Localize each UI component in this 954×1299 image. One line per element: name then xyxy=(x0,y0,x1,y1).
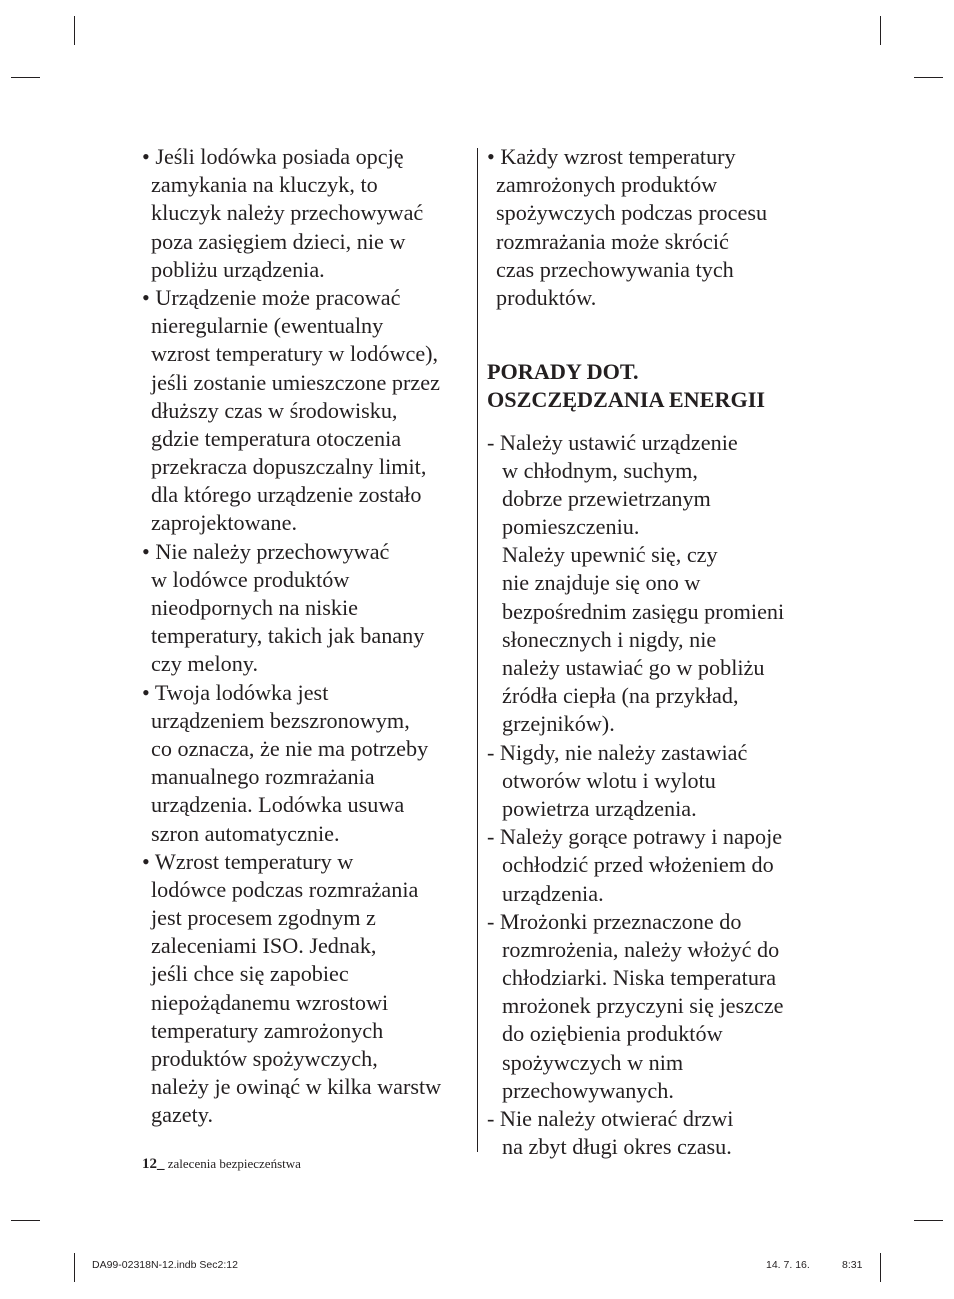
text-line: w chłodnym, suchym, xyxy=(502,457,698,483)
text-line: dłuższy czas w środowisku, xyxy=(151,397,398,423)
text-line: produktów spożywczych, xyxy=(151,1046,378,1071)
crop-mark xyxy=(74,1253,75,1282)
text-line: dla którego urządzenie zostało xyxy=(151,482,422,508)
text-line: • Twoja lodówka jest xyxy=(142,679,329,705)
text-line: nieregularnie (ewentualny xyxy=(151,313,384,339)
text-line: powietrza urządzenia. xyxy=(502,795,697,821)
text-line: czas przechowywania tych xyxy=(496,256,734,282)
slug-file: DA99-02318N-12.indb Sec2:12 xyxy=(92,1259,238,1271)
text-line: otworów wlotu i wylotu xyxy=(502,767,716,793)
text-line: • Wzrost temperatury w xyxy=(142,848,354,874)
text-line: urządzenia. Lodówka usuwa xyxy=(151,792,405,818)
page-number: 12_ xyxy=(142,1156,165,1172)
text-line: zaleceniami ISO. Jednak, xyxy=(151,933,377,959)
text-line: pobliżu urządzenia. xyxy=(151,256,325,282)
heading-line: OSZCZĘDZANIA ENERGII xyxy=(487,387,766,413)
text-line: • Nie należy przechowywać xyxy=(142,538,390,564)
text-line: zaprojektowane. xyxy=(151,510,297,536)
text-line: pomieszczeniu. xyxy=(502,514,640,540)
left-column xyxy=(142,143,472,1130)
text-line: słonecznych i nigdy, nie xyxy=(502,626,717,652)
text-line: bezpośrednim zasięgu promieni xyxy=(502,598,785,624)
text-line: rozmrożenia, należy włożyć do xyxy=(502,936,780,962)
text-line: - Należy ustawić urządzenie xyxy=(487,429,738,455)
crop-mark xyxy=(880,16,881,45)
text-line: produktów. xyxy=(496,284,597,310)
text-line: urządzeniem bezszronowym, xyxy=(151,707,410,733)
text-line: szron automatycznie. xyxy=(151,820,340,846)
text-line: grzejników). xyxy=(502,711,615,737)
text-line: kluczyk należy przechowywać xyxy=(151,200,424,226)
text-line: jest procesem zgodnym z xyxy=(151,905,376,931)
text-line: zamrożonych produktów xyxy=(496,172,718,198)
text-line: nieodpornych na niskie xyxy=(151,595,359,620)
text-line: Należy upewnić się, czy xyxy=(502,542,718,568)
crop-mark xyxy=(11,77,40,78)
text-line: dobrze przewietrzanym xyxy=(502,485,711,511)
text-line: mrożonek przyczyni się jeszcze xyxy=(502,993,784,1019)
text-line: przechowywanych. xyxy=(502,1077,674,1103)
text-line: gazety. xyxy=(151,1102,214,1128)
text-line: należy je owinąć w kilka warstw xyxy=(151,1074,442,1100)
column-divider xyxy=(477,148,478,1152)
energy-tips-list xyxy=(487,429,822,1162)
text-line: do oziębienia produktów xyxy=(502,1021,723,1047)
crop-mark xyxy=(11,1220,40,1221)
slug-date: 14. 7. 16. xyxy=(766,1259,810,1271)
text-line: temperatury zamrożonych xyxy=(151,1017,384,1043)
text-line: spożywczych podczas procesu xyxy=(496,200,768,226)
text-line: • Każdy wzrost temperatury xyxy=(487,144,736,169)
text-line: źródła ciepła (na przykład, xyxy=(502,683,739,709)
text-line: należy ustawiać go w pobliżu xyxy=(502,655,765,680)
text-line: urządzenia. xyxy=(502,880,604,906)
text-line: czy melony. xyxy=(151,651,258,677)
text-line: w lodówce produktów xyxy=(151,566,350,592)
text-line: chłodziarki. Niska temperatura xyxy=(502,965,777,991)
text-line: jeśli zostanie umieszczone przez xyxy=(151,369,440,395)
freezer-bullet-section xyxy=(487,143,822,312)
slug-time: 8:31 xyxy=(842,1259,863,1271)
text-line: - Należy gorące potrawy i napoje xyxy=(487,824,783,850)
text-line: manualnego rozmrażania xyxy=(151,764,375,790)
text-line: na zbyt długi okres czasu. xyxy=(502,1134,732,1160)
text-line: • Urządzenie może pracować xyxy=(142,284,401,310)
crop-mark xyxy=(880,1253,881,1282)
text-line: - Nigdy, nie należy zastawiać xyxy=(487,739,748,765)
text-line: ochłodzić przed włożeniem do xyxy=(502,852,774,878)
right-column xyxy=(487,143,822,1161)
text-line: gdzie temperatura otoczenia xyxy=(151,425,402,451)
text-line: jeśli chce się zapobiec xyxy=(151,961,349,987)
text-line: zamykania na kluczyk, to xyxy=(151,172,378,198)
text-line: rozmrażania może skrócić xyxy=(496,228,729,254)
text-line: nie znajduje się ono w xyxy=(502,570,701,596)
text-line: • Jeśli lodówka posiada opcję xyxy=(142,144,404,169)
crop-mark xyxy=(914,1220,943,1221)
text-line: - Mrożonki przeznaczone do xyxy=(487,908,742,934)
text-line: lodówce podczas rozmrażania xyxy=(151,876,419,902)
crop-mark xyxy=(914,77,943,78)
text-line: temperatury, takich jak banany xyxy=(151,623,425,649)
heading-line: PORADY DOT. xyxy=(487,359,639,385)
text-line: niepożądanemu wzrostowi xyxy=(151,989,389,1015)
page-footer xyxy=(142,1156,301,1173)
energy-tips-heading xyxy=(487,358,822,414)
section-name: zalecenia bezpieczeństwa xyxy=(167,1156,301,1171)
crop-mark xyxy=(74,16,75,45)
text-line: wzrost temperatury w lodówce), xyxy=(151,341,439,367)
text-line: przekracza dopuszczalny limit, xyxy=(151,454,427,480)
text-line: - Nie należy otwierać drzwi xyxy=(487,1106,734,1131)
text-line: co oznacza, że nie ma potrzeby xyxy=(151,735,429,761)
text-line: poza zasięgiem dzieci, nie w xyxy=(151,228,406,254)
text-line: spożywczych w nim xyxy=(502,1049,684,1075)
